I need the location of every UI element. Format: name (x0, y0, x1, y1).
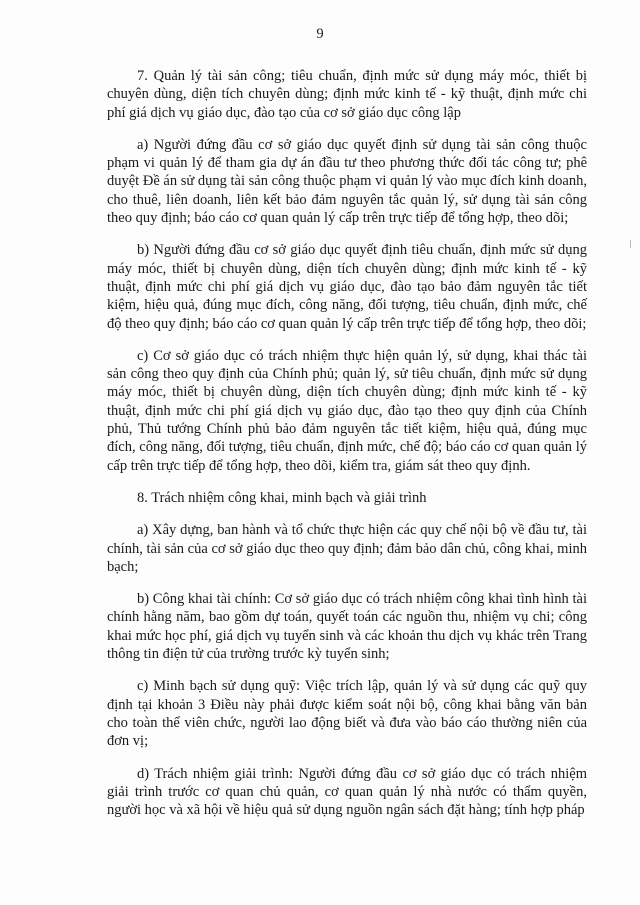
section-8-item-b: b) Công khai tài chính: Cơ sở giáo dục có trách nhiệm công khai tình hình tài chính hằng năm, bao gồm dự toán, quyết toán các nguồn thu, nhiệm vụ chi; công khai mức học phí, giá dịch vụ tuyển sinh và các khoản thu dịch vụ khác trên Trang thông tin điện tử của trường trước kỳ tuyển sinh; (107, 591, 587, 663)
section-7-item-c: c) Cơ sở giáo dục có trách nhiệm thực hiện quản lý, sử dụng, khai thác tài sản công theo quy định của Chính phủ; quản lý, sử tiêu chuẩn, định mức sử dụng máy móc, thiết bị chuyên dùng, diện tích chuyên dùng; định mức kinh tế - kỹ thuật, định mức chi phí giá dịch vụ giáo dục, đào tạo theo quy định của Chính phủ, Thủ tướng Chính phủ bảo đảm nguyên tắc tiết kiệm, hiệu quả, đúng mục đích, công năng, đối tượng, tiêu chuẩn, định mức, chế độ; báo cáo cơ quan quản lý cấp trên trực tiếp để tổng hợp, theo dõi, kiểm tra, giám sát theo quy định. (107, 347, 587, 474)
page-number: 9 (316, 26, 324, 42)
section-7-item-b: b) Người đứng đầu cơ sở giáo dục quyết định tiêu chuẩn, định mức sử dụng máy móc, thiết bị chuyên dùng, diện tích chuyên dùng; định mức kinh tế - kỹ thuật, định mức chi phí giá dịch vụ giáo dục, đào tạo bảo đảm nguyên tắc tiết kiệm, hiệu quả, đúng mục đích, công năng, đối tượng, tiêu chuẩn, định mức, chế độ theo quy định; báo cáo cơ quan quản lý cấp trên trực tiếp để tổng hợp, theo dõi; (107, 242, 587, 332)
section-8-item-d: d) Trách nhiệm giải trình: Người đứng đầu cơ sở giáo dục có trách nhiệm giải trình trước cơ quan chủ quản, cơ quan quản lý nhà nước có thẩm quyền, người học và xã hội về hiệu quả sử dụng nguồn ngân sách đặt hàng; tính hợp pháp (107, 765, 587, 819)
section-7-item-a: a) Người đứng đầu cơ sở giáo dục quyết định sử dụng tài sản công thuộc phạm vi quản lý để tham gia dự án đầu tư theo phương thức đối tác công tư; phê duyệt Đề án sử dụng tài sản công thuộc phạm vi quản lý vào mục đích kinh doanh, cho thuê, liên doanh, liên kết bảo đảm nguyên tắc quản lý, sử dụng tài sản công theo quy định; báo cáo cơ quan quản lý cấp trên trực tiếp để tổng hợp, theo dõi; (107, 136, 587, 227)
section-7-heading: 7. Quản lý tài sản công; tiêu chuẩn, định mức sử dụng máy móc, thiết bị chuyên dùng, diện tích chuyên dùng; định mức kinh tế - kỹ thuật, định mức chi phí giá dịch vụ giáo dục, đào tạo của cơ sở giáo dục công lập (107, 68, 587, 121)
margin-mark (630, 240, 631, 248)
document-body (107, 67, 587, 833)
section-8-item-a: a) Xây dựng, ban hành và tổ chức thực hiện các quy chế nội bộ về đầu tư, tài chính, tài sản của cơ sở giáo dục theo quy định; đảm bảo dân chủ, công khai, minh bạch; (107, 522, 587, 575)
section-8-item-c: c) Minh bạch sử dụng quỹ: Việc trích lập, quản lý và sử dụng các quỹ quy định tại khoản 3 Điều này phải được kiểm soát nội bộ, công khai bằng văn bản cho toàn thể viên chức, người lao động biết và đưa vào báo cáo thường niên của đơn vị; (107, 678, 587, 750)
section-8-heading: 8. Trách nhiệm công khai, minh bạch và giải trình (137, 489, 427, 506)
